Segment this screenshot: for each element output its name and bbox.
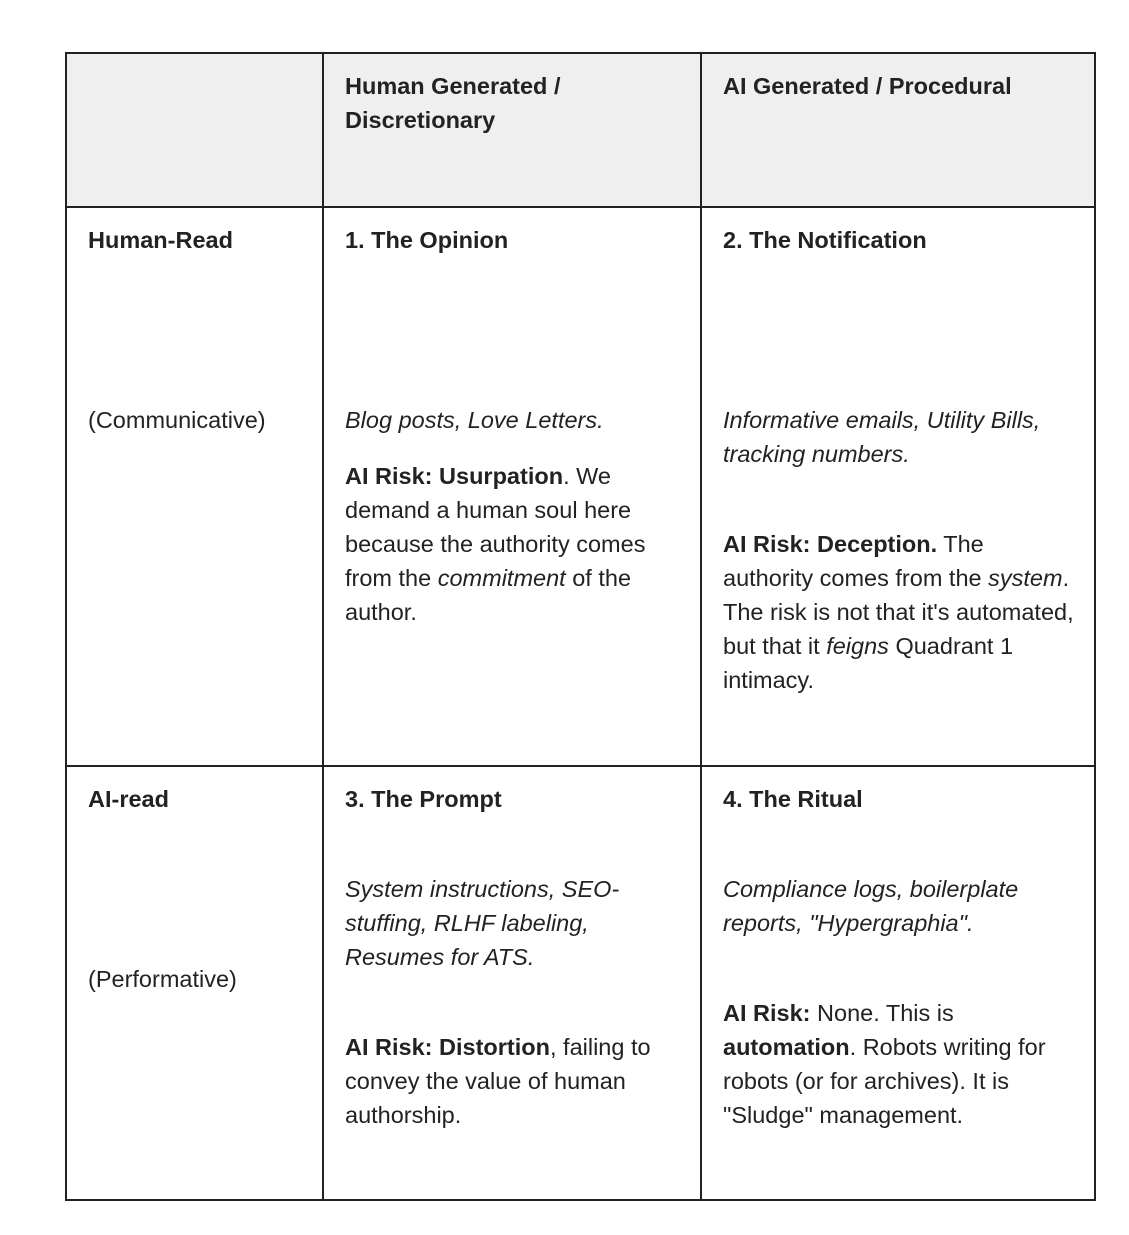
risk-text: The authority comes from the [723,531,989,591]
row-label-cell [66,207,323,766]
row-label-cell [66,766,323,1200]
quadrant-risk [345,1030,680,1132]
row-sublabel: (Communicative) [88,407,266,433]
risk-text: None. This is [810,1000,954,1026]
risk-text: . We demand a human soul here because the authority comes from the [345,463,646,591]
quadrant-risk [723,996,1074,1132]
risk-label: AI Risk: Deception. [723,531,938,557]
human-read-row [66,207,1095,766]
quadrant-table [65,52,1096,1201]
risk-emphasis: feigns [826,633,889,659]
risk-label: AI Risk: [723,1000,811,1026]
header-row [66,53,1095,207]
quadrant-cell-2 [701,207,1095,766]
quadrant-cell-1 [323,207,701,766]
quadrant-risk [345,459,680,629]
quadrant-title: 2. The Notification [723,227,927,253]
risk-text: Quadrant 1 intimacy. [723,633,1014,693]
risk-text: . The risk is not that it's automated, but that it [723,565,1074,659]
quadrant-cell-4 [701,766,1095,1200]
row-label: Human-Read [88,227,233,253]
risk-text: of the author. [345,565,632,625]
risk-emphasis: system [988,565,1063,591]
quadrant-title: 4. The Ritual [723,786,863,812]
row-sublabel: (Performative) [88,966,237,992]
quadrant-examples: Compliance logs, boilerplate reports, "Hypergraphia". [723,876,1019,936]
quadrant-cell-3 [323,766,701,1200]
risk-bold: automation [723,1034,850,1060]
risk-emphasis: commitment [437,565,566,591]
header-human-generated: Human Generated / Discretionary [323,53,701,207]
quadrant-examples: System instructions, SEO-stuffing, RLHF labeling, Resumes for ATS. [345,876,620,970]
header-empty-cell [66,53,323,207]
risk-text: . Robots writing for robots (or for archives). It is "Sludge" management. [723,1034,1046,1128]
row-label: AI-read [88,786,169,812]
risk-label: AI Risk: Distortion [345,1034,550,1060]
header-ai-generated: AI Generated / Procedural [701,53,1095,207]
quadrant-risk [723,527,1074,697]
quadrant-examples: Blog posts, Love Letters. [345,407,604,433]
quadrant-examples: Informative emails, Utility Bills, tracking numbers. [723,407,1041,467]
quadrant-title: 3. The Prompt [345,786,502,812]
ai-read-row [66,766,1095,1200]
risk-text: , failing to convey the value of human authorship. [345,1034,651,1128]
risk-label: AI Risk: Usurpation [345,463,564,489]
quadrant-title: 1. The Opinion [345,227,509,253]
